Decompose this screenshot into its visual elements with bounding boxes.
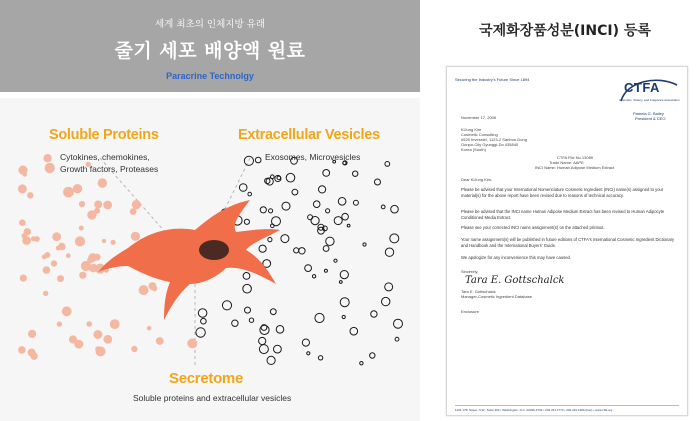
vesicle-circle — [382, 297, 390, 305]
vesicle-circle — [371, 311, 377, 317]
vesicle-circle — [334, 259, 337, 262]
vesicle-circle — [294, 248, 299, 253]
vesicle-circle — [318, 356, 322, 360]
cell-body — [98, 200, 280, 320]
vesicle-circle — [274, 345, 282, 353]
vesicle-circle — [307, 352, 310, 355]
protein-dot — [103, 201, 112, 210]
secretome-diagram — [0, 98, 420, 421]
protein-dot — [27, 192, 33, 198]
vesicle-circle — [305, 265, 312, 272]
protein-dot — [69, 335, 77, 343]
protein-dot — [51, 260, 57, 266]
signer-title: President & CEO — [635, 116, 666, 121]
vesicle-circle — [360, 362, 363, 365]
protein-dot — [57, 321, 62, 326]
vesicle-circle — [375, 179, 381, 185]
protein-dot — [147, 326, 152, 331]
protein-dot — [18, 346, 26, 354]
protein-dot — [94, 201, 102, 209]
protein-dot — [132, 200, 141, 209]
soluble-proteins-desc-1: Cytokines, chemokines, — [60, 152, 150, 162]
letter-paragraph-3: Please see your corrected INCI name assignment(s) on the attached printout. — [461, 225, 605, 230]
ctfa-logo-text: CTFA — [624, 80, 660, 95]
vesicle-circle — [390, 234, 399, 243]
secretome-title: Secretome — [169, 370, 244, 387]
vesicle-circle — [313, 201, 320, 208]
protein-dot — [20, 275, 27, 282]
protein-dot — [28, 349, 36, 357]
vesicle-circle — [385, 248, 393, 256]
protein-dot — [52, 232, 61, 241]
letter-enclosure: Enclosure — [461, 309, 479, 314]
vesicle-circle — [315, 313, 324, 322]
vesicle-circle — [340, 271, 348, 279]
vesicle-circle — [339, 281, 342, 284]
vesicle-circle — [347, 224, 350, 227]
protein-dot — [22, 233, 28, 239]
vesicle-circle — [363, 243, 366, 246]
signer-name: Pamela G. Bailey — [633, 111, 664, 116]
ctfa-certificate-letter — [446, 66, 688, 416]
vesicle-circle — [249, 318, 253, 322]
protein-dot — [98, 178, 107, 187]
vesicle-circle — [353, 171, 358, 176]
vesicle-circle — [340, 298, 349, 307]
soluble-proteins-title: Soluble Proteins — [49, 127, 159, 143]
protein-dot — [57, 275, 64, 282]
vesicle-circle — [385, 283, 393, 291]
vesicle-circle — [196, 328, 205, 337]
vesicle-circle — [385, 162, 390, 167]
protein-dot — [79, 201, 85, 207]
protein-dot — [111, 240, 116, 245]
vesicle-circle — [260, 207, 266, 213]
protein-dot — [86, 321, 92, 327]
vesicle-circle — [286, 173, 295, 182]
vesicle-circle — [244, 219, 249, 224]
vesicle-circle — [259, 345, 268, 354]
banner-tagline: Paracrine Technolgy — [166, 71, 254, 81]
vesicle-circle — [268, 238, 272, 242]
vesicle-circle — [334, 217, 342, 225]
protein-dot — [149, 282, 157, 290]
vesicle-circle — [198, 309, 207, 318]
vesicle-circle — [222, 301, 231, 310]
title-banner — [0, 0, 420, 92]
vesicle-circle — [259, 245, 266, 252]
vesicle-circle — [350, 327, 358, 335]
recipient-line: KiJung Kim — [461, 127, 482, 132]
protein-dot — [96, 346, 106, 356]
vesicle-circle — [281, 235, 289, 243]
protein-dot — [29, 332, 34, 337]
protein-dot — [87, 257, 94, 264]
vesicle-circle — [338, 198, 346, 206]
cell-nucleus — [199, 240, 229, 260]
protein-dot — [75, 236, 85, 246]
letter-paragraph-1: Please be advised that your International Nomenclature Cosmetic Ingredient (INCI) name(s) assigned to your material(s) for the above report have been revised due to reasons of technical accuracy. — [461, 187, 664, 198]
vesicle-circle — [245, 307, 251, 313]
inci-registration-heading: 국제화장품성분(INCI) 등록 — [479, 23, 651, 39]
protein-dot — [63, 187, 74, 198]
recipient-line: #529 Invesstel, 1123-2 Sanbon-Dong — [461, 137, 527, 142]
letter-paragraph-2: Please be advised that the INCI name Human Adipose Medium Extract has been revised to Human Adipocyte Conditioned Media Extract. — [461, 209, 665, 220]
protein-dot — [18, 184, 27, 193]
handwritten-signature: Tara E. Gottschalck — [465, 275, 565, 286]
protein-dot — [19, 219, 26, 226]
vesicle-circle — [232, 320, 238, 326]
letter-footer: 1101 17th Street, N.W., Suite 300 • Washington, D.C. 20036-4702 • 202.331.1770 • 202.331.1969 (Fax) • www.ctfa.org — [455, 408, 613, 412]
protein-dot — [43, 291, 48, 296]
protein-dot — [131, 232, 140, 241]
vesicle-circle — [312, 275, 315, 278]
vesicle-circle — [326, 237, 334, 245]
vesicle-circle — [311, 217, 319, 225]
vesicle-circle — [326, 209, 330, 213]
protein-dot — [187, 338, 197, 348]
vesicle-circle — [370, 353, 375, 358]
letter-closing: Sincerely, — [461, 269, 479, 274]
vesicle-circle — [299, 248, 305, 254]
protein-dot — [62, 306, 72, 316]
vesicle-circle — [292, 189, 298, 195]
recipient-line: Gunpo-City Gyunggi-Do 435840 — [461, 142, 519, 147]
vesicle-circle — [272, 217, 281, 226]
recipient-line: Korea (South) — [461, 147, 486, 152]
vesicle-circle — [239, 184, 247, 192]
letter-date: November 17, 2006 — [461, 115, 497, 120]
protein-dot — [131, 346, 137, 352]
vesicle-circle — [394, 319, 403, 328]
letter-tagline: Securing the Industry's Future Since 1894 — [455, 77, 530, 82]
protein-dot — [66, 253, 71, 258]
vesicle-circle — [395, 337, 399, 341]
vesicle-circle — [267, 356, 275, 364]
protein-dot — [73, 184, 82, 193]
secretome-desc: Soluble proteins and extracellular vesicles — [133, 393, 292, 403]
protein-dot — [45, 163, 55, 173]
vesicle-circle — [353, 200, 358, 205]
sender-title: Manager-Cosmetic Ingredient Database — [461, 294, 532, 299]
extracellular-vesicles-title: Extracellular Vesicles — [238, 127, 380, 143]
vesicle-circle — [243, 273, 250, 280]
vesicle-circle — [302, 339, 309, 346]
reference-line: Trade Name: AAPE — [549, 160, 584, 165]
protein-dot — [79, 272, 86, 279]
protein-dot — [79, 226, 84, 231]
vesicle-circle — [201, 318, 207, 324]
protein-dot — [110, 319, 120, 329]
vesicle-circle — [269, 209, 273, 213]
vesicle-circle — [255, 157, 261, 163]
protein-dot — [43, 154, 51, 162]
vesicle-circle — [276, 326, 284, 334]
protein-dot — [156, 337, 164, 345]
vesicle-circle — [270, 309, 276, 315]
protein-dot — [43, 266, 51, 274]
vesicle-circle — [381, 205, 385, 209]
vesicle-circle — [391, 205, 399, 213]
letter-paragraph-4: Your name assignment(s) will be published in future editions of CTFA's International Cosmetic Ingredient Dictionary and Handbook and the International Buyers' Guide. — [461, 237, 675, 248]
reference-line: CTFA File No.13089 — [557, 155, 594, 160]
recipient-line: Cosmetic Consulting — [461, 132, 498, 137]
protein-dot — [102, 239, 106, 243]
vesicle-circle — [243, 284, 252, 293]
letter-footer-divider — [455, 405, 679, 406]
extracellular-vesicles-desc: Exosomes, Microvesicles — [265, 152, 361, 162]
vesicle-circle — [323, 170, 330, 177]
vesicle-circle — [324, 269, 327, 272]
letter-paragraph-5: We apologize for any inconvenience this may have caused. — [461, 255, 572, 260]
protein-dot — [18, 166, 27, 175]
banner-title: 줄기 세포 배양액 원료 — [114, 40, 306, 62]
sender-name: Tara E. Gottschalck — [461, 289, 496, 294]
banner-subtitle: 세계 최초의 인체지방 유래 — [154, 19, 265, 30]
vesicle-circle — [248, 192, 252, 196]
vesicle-circle — [323, 246, 329, 252]
protein-dot — [94, 208, 100, 214]
ctfa-logo-subtitle: Cosmetic, Toiletry, and Fragrance Association — [619, 98, 680, 102]
letter-greeting: Dear KiJung Kim, — [461, 177, 493, 182]
protein-dot — [139, 285, 149, 295]
vesicle-circle — [342, 315, 345, 318]
soluble-proteins-desc-2: Growth factors, Proteases — [60, 164, 159, 174]
protein-dot — [103, 335, 112, 344]
protein-dot — [34, 236, 40, 242]
protein-dot — [56, 246, 61, 251]
protein-dot — [93, 330, 102, 339]
reference-line: INCI Name: Human Adipose Medium Extract — [535, 165, 615, 170]
vesicle-circle — [282, 202, 290, 210]
protein-dot — [44, 252, 50, 258]
vesicle-circle — [319, 186, 326, 193]
vesicle-circle — [259, 337, 266, 344]
vesicle-circle — [342, 213, 349, 220]
protein-dot — [130, 208, 137, 215]
